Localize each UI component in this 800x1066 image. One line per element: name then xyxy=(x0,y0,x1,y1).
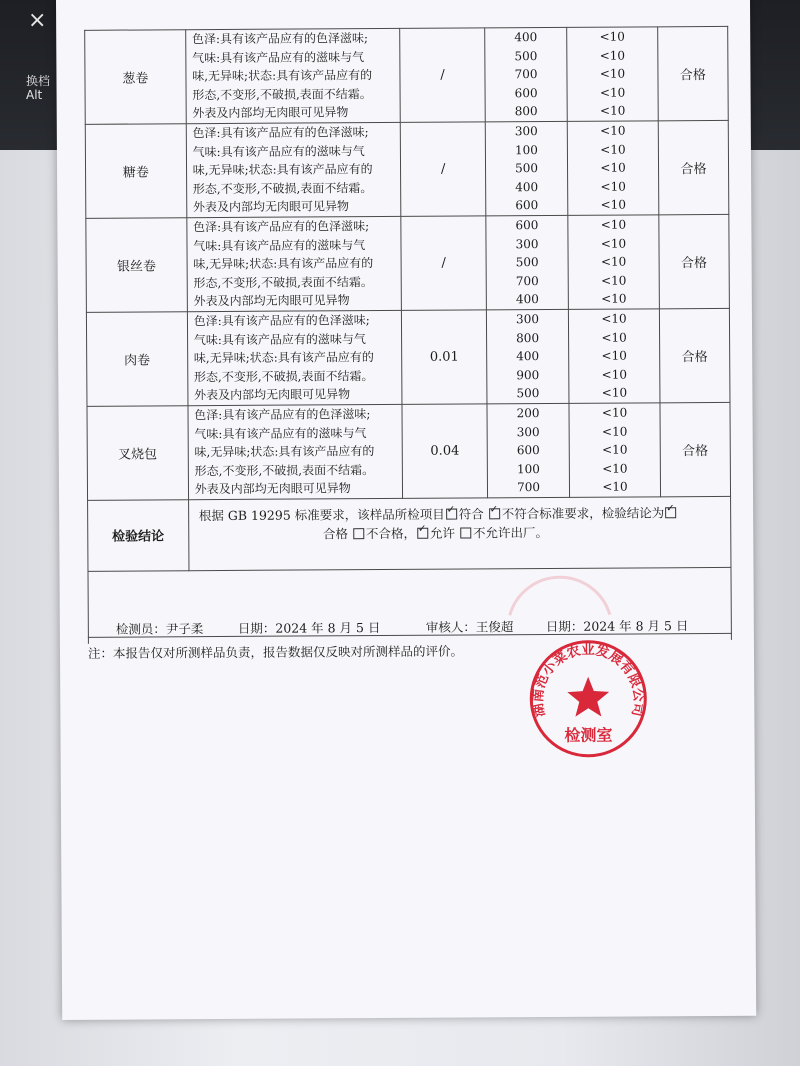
limit-value: <10 xyxy=(601,291,627,307)
requirement-line: 外表及内部均无肉眼可见异物 xyxy=(193,293,350,309)
option-disallow: 不允许出厂。 xyxy=(472,524,549,541)
conclusion-row xyxy=(88,496,731,571)
limit-value: <10 xyxy=(599,103,626,119)
limit-value: <10 xyxy=(602,479,628,494)
limit-value: <10 xyxy=(600,179,626,194)
limit-value: <10 xyxy=(601,311,627,326)
coliform-limits xyxy=(569,309,660,404)
count-value: 700 xyxy=(514,67,538,82)
faint-stamp-impression xyxy=(499,557,619,618)
option-fail: 不符合标准要求，检验结论为 xyxy=(501,505,665,522)
requirement-line: 形态,不变形,不破损,表面不结霜。 xyxy=(192,180,373,196)
count-value: 600 xyxy=(515,198,539,213)
limit-value: <10 xyxy=(600,123,626,138)
requirement-line: 气味:具有该产品应有的滋味与气 xyxy=(193,237,366,253)
count-value: 100 xyxy=(516,461,540,476)
checkbox-allow xyxy=(417,528,428,539)
count-value: 300 xyxy=(514,124,538,139)
count-value: 600 xyxy=(516,443,540,458)
table-row xyxy=(86,214,730,312)
colony-counts xyxy=(485,27,568,121)
judgement-result: 合格 xyxy=(659,308,730,402)
limit-value: <10 xyxy=(600,236,627,251)
requirement-line: 形态,不变形,不破损,表面不结霜。 xyxy=(193,274,373,290)
product-name: 糖卷 xyxy=(85,124,186,219)
conclusion-label: 检验结论 xyxy=(88,500,189,572)
colony-counts xyxy=(486,215,569,309)
checkbox-disallow xyxy=(460,527,471,538)
coliform-limits xyxy=(569,403,660,498)
requirement-line: 味,无异味;状态:具有该产品应有的 xyxy=(194,444,375,460)
measured-value: / xyxy=(401,122,486,217)
colony-counts xyxy=(486,309,569,403)
key-label-alt: Alt xyxy=(26,88,43,102)
limit-value: <10 xyxy=(601,348,627,363)
table-row xyxy=(87,402,731,500)
requirement-line: 色泽:具有该产品应有的色泽滋味; xyxy=(193,313,370,329)
option-unqualified: 不合格， xyxy=(365,525,417,541)
sensory-requirement xyxy=(187,310,402,405)
measured-value: 0.01 xyxy=(402,310,487,404)
conclusion-sentence: 根据 GB 19295 标准要求，该样品所检项目 xyxy=(198,506,445,524)
requirement-line: 味,无异味;状态:具有该产品应有的 xyxy=(193,350,374,366)
count-value: 300 xyxy=(516,424,540,439)
count-value: 600 xyxy=(514,85,538,100)
keyboard-key-shift xyxy=(26,74,50,102)
count-value: 500 xyxy=(515,161,539,176)
limit-value: <10 xyxy=(602,461,628,476)
sensory-requirement xyxy=(185,28,400,123)
requirement-line: 形态,不变形,不破损,表面不结霜。 xyxy=(193,368,374,384)
count-value: 400 xyxy=(516,349,540,364)
coliform-limits xyxy=(568,215,659,310)
coliform-limits xyxy=(567,121,658,216)
limit-value: <10 xyxy=(600,217,627,232)
checkbox-unqualified xyxy=(353,528,364,539)
count-value: 300 xyxy=(515,311,539,327)
requirement-line: 外表及内部均无肉眼可见异物 xyxy=(192,199,350,215)
limit-value: <10 xyxy=(600,254,627,269)
option-qualified: 合格 xyxy=(322,526,349,542)
requirement-line: 形态,不变形,不破损,表面不结霜。 xyxy=(194,462,375,478)
count-value: 700 xyxy=(515,273,539,288)
limit-value: <10 xyxy=(600,160,626,175)
coliform-limits xyxy=(567,27,658,122)
table-row xyxy=(86,308,730,406)
measured-value: / xyxy=(401,216,486,310)
count-value: 400 xyxy=(515,179,539,194)
product-name: 肉卷 xyxy=(86,312,187,407)
product-name: 叉烧包 xyxy=(87,406,188,501)
count-value: 800 xyxy=(514,104,538,119)
checkbox-pass xyxy=(446,508,457,519)
requirement-line: 色泽:具有该产品应有的色泽滋味; xyxy=(193,219,370,235)
judgement-result: 合格 xyxy=(660,402,731,496)
measured-value: 0.04 xyxy=(402,404,487,498)
count-value: 800 xyxy=(516,330,540,345)
requirement-line: 色泽:具有该产品应有的色泽滋味; xyxy=(191,31,369,47)
requirement-line: 气味:具有该产品应有的滋味与气 xyxy=(194,425,367,441)
reviewer-label: 审核人：王俊超 xyxy=(425,619,514,635)
limit-value: <10 xyxy=(601,405,628,420)
limit-value: <10 xyxy=(600,142,626,157)
limit-value: <10 xyxy=(601,424,628,439)
sensory-requirement xyxy=(188,404,403,499)
seal-ring-text: 湖南范小菜农业发展有限公司 xyxy=(529,642,647,719)
count-value: 300 xyxy=(515,236,539,251)
close-icon[interactable]: × xyxy=(28,8,47,33)
count-value: 500 xyxy=(516,386,540,401)
count-value: 700 xyxy=(517,480,541,495)
limit-value: <10 xyxy=(599,29,625,44)
requirement-line: 外表及内部均无肉眼可见异物 xyxy=(192,105,349,121)
colony-counts xyxy=(485,121,568,216)
limit-value: <10 xyxy=(601,330,627,345)
limit-value: <10 xyxy=(602,442,628,457)
sensory-requirement xyxy=(187,216,402,311)
review-date: 日期：2024 年 8 月 5 日 xyxy=(545,618,689,635)
limit-value: <10 xyxy=(601,367,628,382)
checkbox-fail xyxy=(489,508,500,519)
requirement-line: 外表及内部均无肉眼可见异物 xyxy=(194,481,351,497)
inspection-date: 日期：2024 年 8 月 5 日 xyxy=(237,620,381,636)
judgement-result: 合格 xyxy=(658,120,729,214)
limit-value: <10 xyxy=(599,85,626,100)
requirement-line: 形态,不变形,不破损,表面不结霜。 xyxy=(192,86,372,102)
count-value: 200 xyxy=(516,405,540,421)
judgement-result: 合格 xyxy=(657,26,728,120)
sensory-requirement xyxy=(186,122,401,217)
report-note: 注：本报告仅对所测样品负责，报告数据仅反映对所测样品的评价。 xyxy=(87,643,464,661)
requirement-line: 外表及内部均无肉眼可见异物 xyxy=(194,387,351,403)
limit-value: <10 xyxy=(600,197,626,213)
conclusion-text xyxy=(188,496,731,570)
company-seal xyxy=(526,636,651,761)
limit-value: <10 xyxy=(599,66,626,81)
requirement-line: 气味:具有该产品应有的滋味与气 xyxy=(192,143,365,159)
count-value: 400 xyxy=(514,30,538,45)
requirement-line: 色泽:具有该产品应有的色泽滋味; xyxy=(194,407,371,423)
colony-counts xyxy=(487,403,570,497)
product-name: 葱卷 xyxy=(85,30,186,125)
table-row xyxy=(85,26,729,124)
seal-center-text: 检测室 xyxy=(564,725,613,745)
requirement-line: 气味:具有该产品应有的滋味与气 xyxy=(192,49,365,65)
judgement-result: 合格 xyxy=(659,214,730,308)
option-allow: 允许 xyxy=(429,525,456,541)
table-row xyxy=(85,120,729,218)
count-value: 500 xyxy=(515,255,539,270)
inspection-rows xyxy=(85,26,731,500)
star-icon xyxy=(567,677,609,717)
requirement-line: 色泽:具有该产品应有的色泽滋味; xyxy=(192,125,369,141)
requirement-line: 气味:具有该产品应有的滋味与气 xyxy=(193,331,366,347)
requirement-line: 味,无异味;状态:具有该产品应有的 xyxy=(192,68,373,84)
requirement-line: 味,无异味;状态:具有该产品应有的 xyxy=(193,256,374,272)
count-value: 100 xyxy=(514,142,538,157)
key-label-huandang: 换档 xyxy=(26,74,51,88)
inspection-table xyxy=(84,26,732,644)
conclusion-line-2 xyxy=(199,522,726,544)
requirement-line: 味,无异味;状态:具有该产品应有的 xyxy=(192,162,373,178)
limit-value: <10 xyxy=(601,273,627,288)
count-value: 900 xyxy=(516,367,540,382)
limit-value: <10 xyxy=(601,385,628,400)
product-name: 银丝卷 xyxy=(86,218,187,313)
count-value: 400 xyxy=(515,292,539,307)
measured-value: / xyxy=(400,28,485,122)
option-pass: 符合 xyxy=(458,506,484,522)
limit-value: <10 xyxy=(599,48,626,63)
count-value: 500 xyxy=(514,48,538,63)
report-page xyxy=(56,0,756,1020)
checkbox-qualified xyxy=(665,507,676,518)
count-value: 600 xyxy=(515,218,539,233)
inspector-label: 检测员：尹子柔 xyxy=(115,621,204,637)
